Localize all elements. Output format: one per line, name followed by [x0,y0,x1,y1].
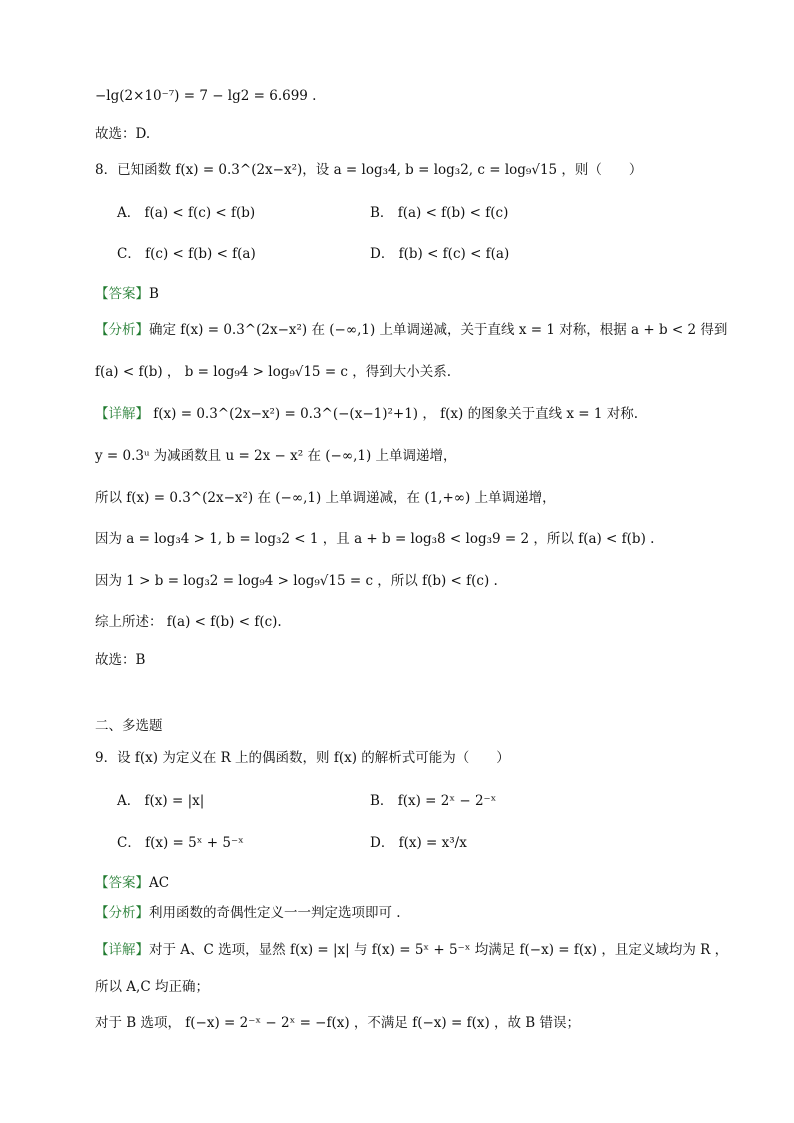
answer-choice-line: 故选：D. [95,126,151,142]
question-8-analysis-cont: f(a) < f(b) ， b = log₉4 > log₉√15 = c ，得到大小关系. [95,364,452,380]
detail-line: 所以 A,C 均正确； [95,979,209,995]
solution-tail-line: −lg(2×10⁻⁷) = 7 − lg2 = 6.699 . [95,88,317,104]
detail-tag: 【详解】 [95,942,149,958]
analysis-text: 确定 f(x) = 0.3^(2x−x²) 在 (−∞,1) 上单调递减，关于直线 x = 1 对称，根据 a + b < 2 得到 [149,322,728,338]
detail-text: f(x) = 0.3^(2x−x²) = 0.3^(−(x−1)²+1) ， f(x) 的图象关于直线 x = 1 对称. [149,406,639,422]
answer-value: B [149,286,159,302]
question-8-stem: 8．已知函数 f(x) = 0.3^(2x−x²)，设 a = log₃4, b = log₃2, c = log₉√15 ，则（ ） [95,162,643,178]
question-8-detail [95,404,734,424]
question-9-answer [95,873,734,893]
analysis-tag: 【分析】 [95,905,149,921]
question-8-analysis [95,320,734,340]
question-8-option-c: C． f(c) < f(b) < f(a) [117,246,256,262]
detail-line: 对于 B 选项， f(−x) = 2⁻ˣ − 2ˣ = −f(x) ，不满足 f(−x) = f(x) ，故 B 错误； [95,1015,581,1031]
answer-choice-line: 故选：B [95,652,146,668]
analysis-text: 利用函数的奇偶性定义一一判定选项即可 . [149,905,401,921]
detail-tag: 【详解】 [95,406,149,422]
detail-line: 因为 a = log₃4 > 1, b = log₃2 < 1 ，且 a + b = log₃8 < log₃9 = 2 ，所以 f(a) < f(b) . [95,531,655,547]
question-9-option-d: D． f(x) = x³/x [370,835,467,851]
question-8-option-a: A． f(a) < f(c) < f(b) [117,205,256,221]
detail-text: 对于 A、C 选项，显然 f(x) = |x| 与 f(x) = 5ˣ + 5⁻ˣ 均满足 f(−x) = f(x) ，且定义域均为 R ， [149,942,729,958]
detail-line: 因为 1 > b = log₃2 = log₉4 > log₉√15 = c ，所以 f(b) < f(c) . [95,573,498,589]
answer-value: AC [149,875,170,891]
question-9-stem: 9．设 f(x) 为定义在 R 上的偶函数，则 f(x) 的解析式可能为（ ） [95,750,510,766]
answer-tag: 【答案】 [95,286,149,302]
answer-tag: 【答案】 [95,875,149,891]
question-9-analysis [95,903,734,923]
detail-line: 所以 f(x) = 0.3^(2x−x²) 在 (−∞,1) 上单调递减，在 (1,+∞) 上单调递增， [95,490,556,506]
analysis-tag: 【分析】 [95,322,149,338]
question-8-option-b: B． f(a) < f(b) < f(c) [370,205,509,221]
question-8-option-d: D． f(b) < f(c) < f(a) [370,246,510,262]
question-9-option-a: A． f(x) = |x| [117,793,205,809]
question-9-detail [95,940,734,960]
question-8-answer [95,284,734,304]
question-9-option-c: C． f(x) = 5ˣ + 5⁻ˣ [117,835,244,851]
detail-line: 综上所述： f(a) < f(b) < f(c). [95,614,282,630]
detail-line: y = 0.3ᵘ 为减函数且 u = 2x − x² 在 (−∞,1) 上单调递增， [95,448,457,464]
section-heading: 二、多选题 [95,718,163,734]
question-9-option-b: B． f(x) = 2ˣ − 2⁻ˣ [370,793,497,809]
